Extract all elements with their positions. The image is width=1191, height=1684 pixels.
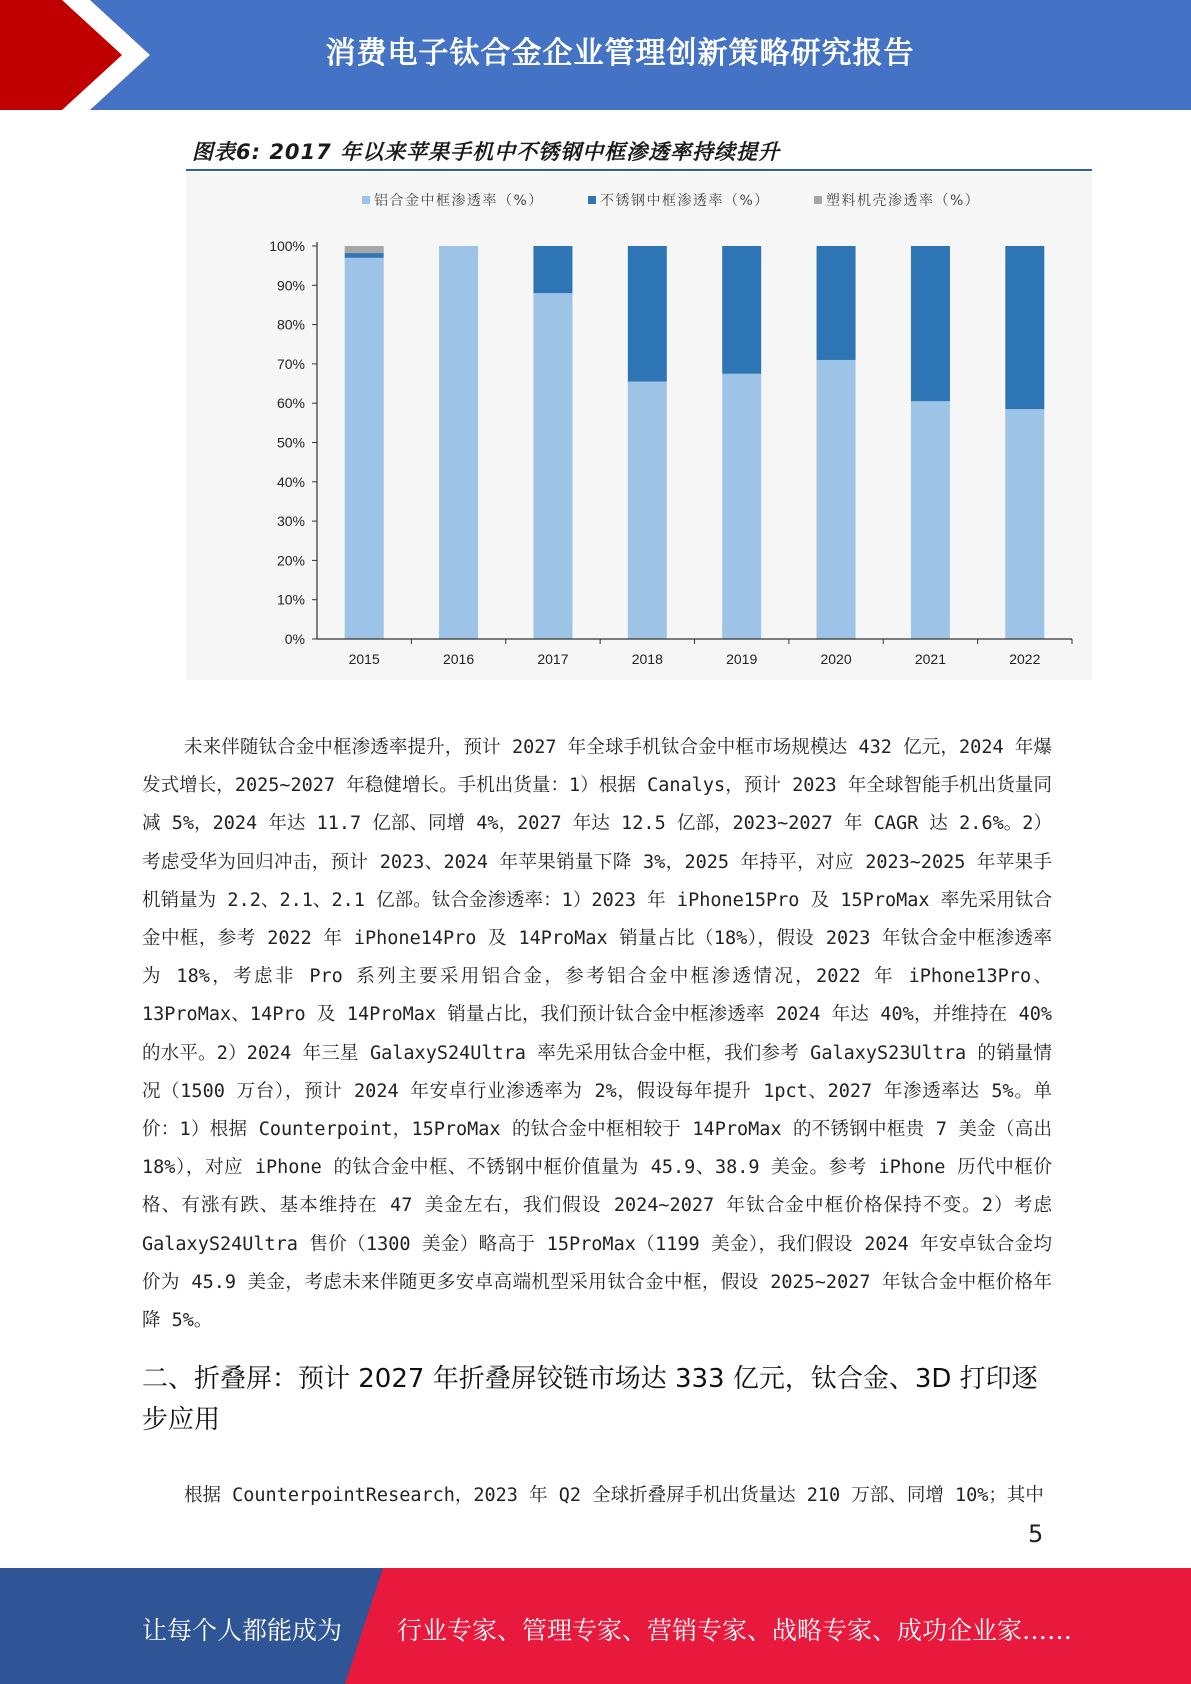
x-tick-label: 2022	[1009, 651, 1041, 667]
x-tick-label: 2021	[914, 651, 947, 667]
legend-label: 不锈钢中框渗透率（%）	[600, 193, 770, 209]
y-tick-label: 10%	[276, 591, 305, 608]
bar-segment	[817, 360, 856, 639]
page-number: 5	[1028, 1520, 1044, 1548]
y-tick-label: 70%	[276, 355, 305, 372]
bar-segment	[722, 374, 761, 639]
body-paragraph-2: 根据 CounterpointResearch，2023 年 Q2 全球折叠屏手机出货量达 210 万部、同增 10%；其中	[184, 1485, 1044, 1506]
legend-label: 塑料机壳渗透率（%）	[826, 193, 981, 209]
body-paragraph-1: 未来伴随钛合金中框渗透率提升，预计 2027 年全球手机钛合金中框市场规模达 432 亿元，2024 年爆发式增长，2025~2027 年稳健增长。手机出货量：1）根据 Canalys，预计 2023 年全球智能手机出货量同减 5%，2024 年达 11.7 亿部、同增 4%，2027 年达 12.5 亿部，2023~2027 年 CAGR 达 2.6%。2）考虑受华为回归冲击，预计 2023、2024 年苹果销量下降 3%，2025 年持平，对应 2023~2025 年苹果手机销量为 2.2、2.1、2.1 亿部。钛合金渗透率：1）2023 年 iPhone15Pro 及 15ProMax 率先采用钛合金中框，参考 2022 年 iPhone14Pro 及 14ProMax 销量占比（18%），假设 2023 年钛合金中框渗透率为 18%，考虑非 Pro 系列主要采用铝合金，参考铝合金中框渗透情况，2022 年 iPhone13Pro、13ProMax、14Pro 及 14ProMax 销量占比，我们预计钛合金中框渗透率 2024 年达 40%，并维持在 40%的水平。2）2024 年三星 GalaxyS24Ultra 率先采用钛合金中框，我们参考 GalaxyS23Ultra 的销量情况（1500 万台），预计 2024 年安卓行业渗透率为 2%，假设每年提升 1pct、2027 年渗透率达 5%。单价：1）根据 Counterpoint，15ProMax 的钛合金中框相较于 14ProMax 的不锈钢中框贵 7 美金（高出 18%），对应 iPhone 的钛合金中框、不锈钢中框价值量为 45.9、38.9 美金。参考 iPhone 历代中框价格、有涨有跌、基本维持在 47 美金左右，我们假设 2024~2027 年钛合金中框价格保持不变。2）考虑 GalaxyS24Ultra 售价（1300 美金）略高于 15ProMax（1199 美金），我们假设 2024 年安卓钛合金均价为 45.9 美金，考虑未来伴随更多安卓高端机型采用钛合金中框，假设 2025~2027 年钛合金中框价格年降 5%。	[142, 737, 1052, 1332]
footer-slogan-left: 让每个人都能成为	[142, 1616, 343, 1645]
y-tick-label: 80%	[276, 316, 305, 333]
figure-title: 图表6: 2017 年以来苹果手机中不锈钢中框渗透率持续提升	[192, 140, 781, 164]
x-tick-label: 2020	[820, 651, 852, 667]
figure-title-rule	[186, 169, 1092, 171]
legend-swatch	[362, 196, 370, 204]
bar-segment	[911, 401, 950, 639]
footer-slogan-right: 行业专家、管理专家、营销专家、战略专家、成功企业家……	[397, 1616, 1073, 1645]
y-tick-label: 40%	[276, 473, 305, 490]
stacked-bar-chart	[186, 172, 1092, 680]
section-heading: 二、折叠屏：预计 2027 年折叠屏铰链市场达 333 亿元，钛合金、3D 打印逐步应用	[142, 1364, 1038, 1435]
bar-segment	[722, 246, 761, 374]
legend-swatch	[588, 196, 596, 204]
x-tick-label: 2018	[631, 651, 663, 667]
y-tick-label: 50%	[276, 434, 305, 451]
y-tick-label: 30%	[276, 513, 305, 530]
legend-label: 铝合金中框渗透率（%）	[374, 193, 544, 209]
bar-segment	[345, 253, 384, 258]
bar-segment	[1005, 246, 1044, 409]
legend-swatch	[814, 196, 822, 204]
y-tick-label: 20%	[276, 552, 305, 569]
report-title: 消费电子钛合金企业管理创新策略研究报告	[325, 36, 915, 71]
y-tick-label: 100%	[269, 238, 305, 254]
bar-segment	[911, 246, 950, 401]
y-tick-label: 60%	[276, 395, 305, 412]
x-tick-label: 2016	[442, 651, 475, 667]
x-tick-label: 2015	[348, 651, 380, 667]
bar-segment	[533, 293, 572, 639]
bar-segment	[817, 246, 856, 360]
y-tick-label: 90%	[276, 277, 305, 294]
bar-segment	[345, 258, 384, 639]
y-tick-label: 0%	[284, 631, 305, 647]
header-arrow-decoration	[0, 0, 150, 110]
x-tick-label: 2019	[726, 651, 758, 667]
bar-segment	[1005, 409, 1044, 639]
bar-segment	[533, 246, 572, 293]
bar-segment	[628, 382, 667, 639]
x-tick-label: 2017	[537, 651, 569, 667]
bar-segment	[628, 246, 667, 382]
bar-segment	[345, 246, 384, 253]
bar-segment	[439, 246, 478, 639]
